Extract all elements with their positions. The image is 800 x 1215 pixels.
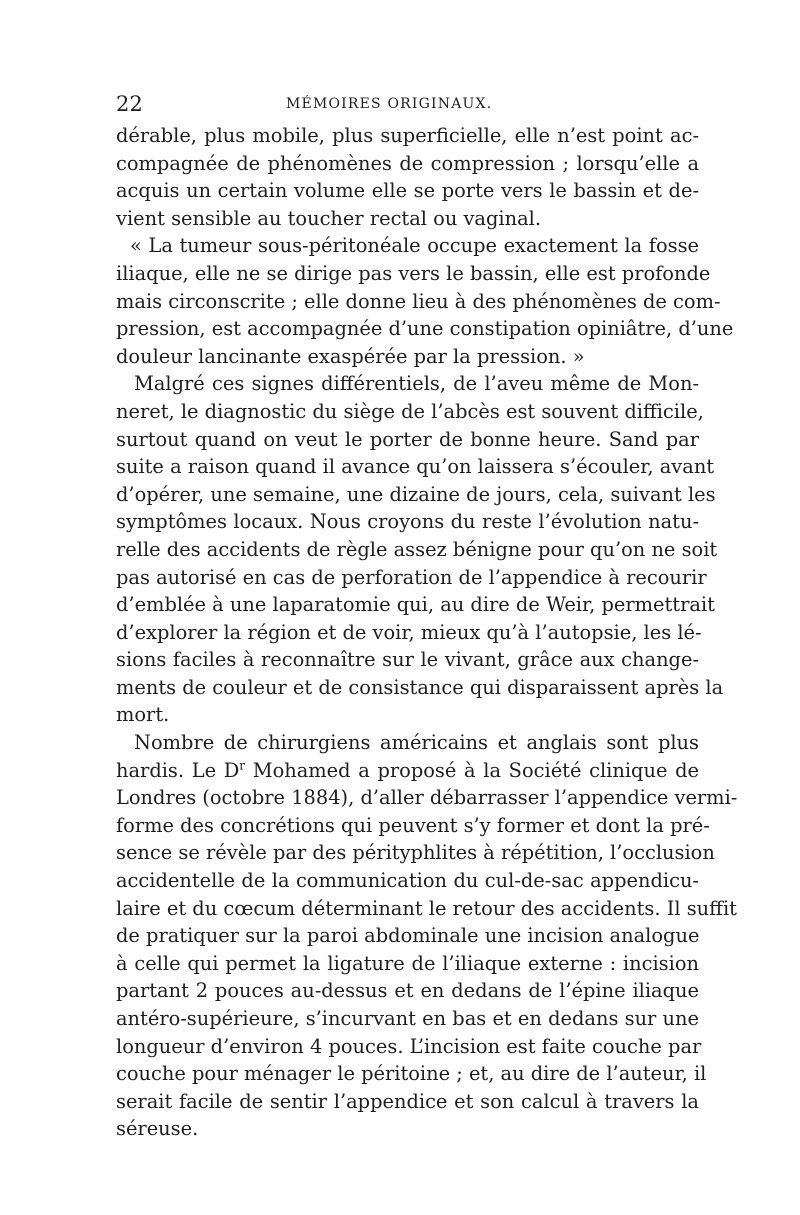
text-line: ments de couleur et de consistance qui disparaissent après la	[116, 675, 724, 699]
text-line: symptômes locaux. Nous croyons du reste l’évolution natu-	[116, 510, 699, 534]
page-number: 22	[116, 92, 143, 116]
running-title: MÉMOIRES ORIGINAUX.	[286, 96, 493, 112]
paragraph-4	[116, 729, 738, 1143]
text-line: compagnée de phénomènes de compression ; lorsqu’elle a	[116, 151, 699, 175]
text-line: acquis un certain volume elle se porte vers le bassin et de-	[116, 179, 699, 203]
text-line-with-superscript	[116, 757, 699, 785]
text-line: « La tumeur sous-péritonéale occupe exactement la fosse	[130, 234, 699, 258]
text-line: d’opérer, une semaine, une dizaine de jours, cela, suivant les	[116, 482, 716, 506]
text-line: douleur lancinante exaspérée par la pression. »	[116, 344, 585, 368]
text-line: sence se révèle par des pérityphlites à répétition, l’occlusion	[116, 841, 715, 865]
text-line: sions faciles à reconnaître sur le vivant, grâce aux change-	[116, 648, 699, 672]
text-fragment: Mohamed a proposé à la Société clinique de	[245, 758, 699, 782]
text-line: pression, est accompagnée d’une constipation opiniâtre, d’une	[116, 317, 734, 341]
text-line: laire et du cœcum déterminant le retour des accidents. Il suffit	[116, 896, 737, 920]
text-line: à celle qui permet la ligature de l’iliaque externe : incision	[116, 951, 699, 975]
text-line: surtout quand on veut le porter de bonne heure. Sand par	[116, 427, 699, 451]
text-line: pas autorisé en cas de perforation de l’appendice à recourir	[116, 565, 707, 589]
text-line: antéro-supérieure, s’incurvant en bas et en dedans sur une	[116, 1007, 699, 1030]
text-line: Malgré ces signes différentiels, de l’aveu même de Mon-	[134, 372, 699, 396]
text-line: iliaque, elle ne se dirige pas vers le bassin, elle est profonde	[116, 261, 711, 285]
text-line: relle des accidents de règle assez bénigne pour qu’on ne soit	[116, 537, 718, 561]
running-head	[116, 92, 699, 122]
text-line: d’emblée à une laparatomie qui, au dire de Weir, permettrait	[116, 593, 715, 617]
text-line: neret, le diagnostic du siège de l’abcès est souvent difficile,	[116, 399, 704, 423]
text-line: dérable, plus mobile, plus superficielle, elle n’est point ac-	[116, 124, 699, 147]
text-line: couche pour ménager le péritoine ; et, au dire de l’auteur, il	[116, 1062, 707, 1086]
text-line: Londres (octobre 1884), d’aller débarrasser l’appendice vermi-	[116, 786, 738, 810]
text-line: vient sensible au toucher rectal ou vaginal.	[116, 206, 542, 230]
text-line: d’explorer la région et de voir, mieux qu’à l’autopsie, les lé-	[116, 620, 702, 644]
text-fragment: hardis. Le D	[116, 758, 240, 782]
paragraph-1	[116, 122, 699, 232]
body-text	[116, 122, 738, 1143]
text-line: mais circonscrite ; elle donne lieu à des phénomènes de com-	[116, 289, 721, 313]
superscript: r	[239, 758, 246, 773]
paragraph-3	[116, 370, 724, 729]
text-line: longueur d’environ 4 pouces. L’incision est faite couche par	[116, 1034, 702, 1058]
text-line: de pratiquer sur la paroi abdominale une incision analogue	[116, 924, 700, 948]
paragraph-2	[116, 232, 734, 370]
text-line: forme des concrétions qui peuvent s’y former et dont la pré-	[116, 813, 710, 837]
text-line: mort.	[116, 703, 170, 727]
text-line: suite a raison quand il avance qu’on laissera s’écouler, avant	[116, 455, 715, 479]
text-line: Nombre de chirurgiens américains et anglais sont plus	[134, 731, 699, 755]
text-line: accidentelle de la communication du cul-de-sac appendicu-	[116, 869, 699, 893]
text-line: séreuse.	[116, 1117, 199, 1141]
book-page	[116, 92, 738, 1143]
text-line: serait facile de sentir l’appendice et son calcul à travers la	[116, 1089, 699, 1113]
text-line: partant 2 pouces au-dessus et en dedans de l’épine iliaque	[116, 979, 699, 1003]
